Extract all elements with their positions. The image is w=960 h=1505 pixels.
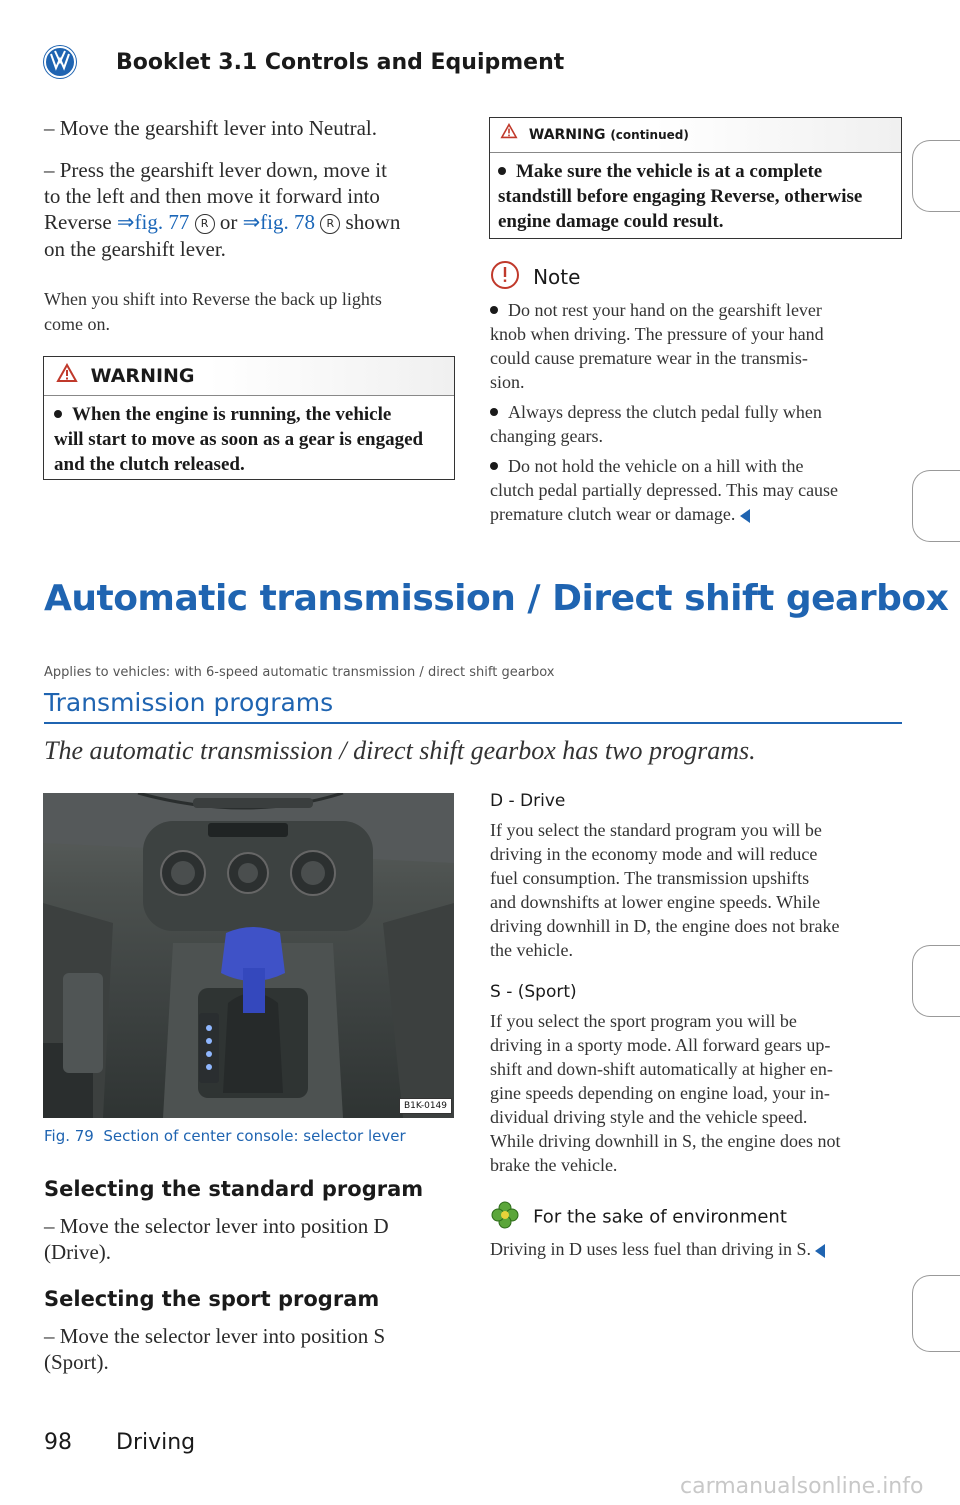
drive-heading: D - Drive (490, 791, 566, 811)
drive-text: If you select the standard program you will be driving in the economy mode and will reduce fuel consumption. The transmission upshifts and downshifts at lower engine speeds. While driving downhill in D, the engine does not brake the vehicle. (490, 820, 840, 960)
step-reverse-line1: – Press the gearshift lever down, move it (44, 158, 387, 182)
warning-right-line1: Make sure the vehicle is at a complete (498, 159, 893, 184)
page-number: 98 (44, 1430, 72, 1455)
warning-left-line1: When the engine is running, the vehicle (54, 402, 444, 427)
step-neutral: – Move the gearshift lever into Neutral. (44, 116, 377, 140)
section-main-heading: Automatic transmission / Direct shift gearbox (44, 578, 949, 619)
footer-section-title: Driving (116, 1430, 196, 1455)
environment-flower-icon (490, 1200, 520, 1234)
warning-header: WARNING (44, 357, 454, 396)
transmission-programs-heading: Transmission programs (44, 688, 334, 717)
note-heading: Note (490, 260, 580, 294)
header-title: Booklet 3.1 Controls and Equipment (116, 50, 565, 75)
sport-text: If you select the sport program you will be driving in a sporty mode. All forward gears up- shift and down-shift automatically at higher en- gine speeds depending on engine load, your in- dividual driving style and the vehicle speed. While driving downhill in S, the engine does not brake the vehicle. (490, 1011, 841, 1175)
selecting-sport-line2: (Sport). (44, 1350, 109, 1374)
edge-tab (912, 945, 960, 1017)
watermark: carmanualsonline.info (680, 1474, 924, 1499)
r-badge-icon: R (320, 214, 340, 234)
warning-box-left (43, 356, 455, 480)
sport-heading: S - (Sport) (490, 982, 577, 1002)
section-intro: The automatic transmission / direct shift gearbox has two programs. (44, 736, 756, 765)
edge-tab (912, 140, 960, 212)
note-bullet-3: Do not hold the vehicle on a hill with the clutch pedal partially depressed. This may cause premature clutch wear or damage. (490, 456, 839, 524)
warning-right-line2: standstill before engaging Reverse, otherwise (498, 186, 863, 207)
warning-right-line3: engine damage could result. (498, 211, 724, 232)
selecting-standard-line2: (Drive). (44, 1240, 112, 1264)
warning-left-line2: will start to move as soon as a gear is engaged (54, 429, 424, 450)
applies-to-text: Applies to vehicles: with 6-speed automatic transmission / direct shift gearbox (44, 665, 555, 680)
edge-tab (912, 470, 960, 542)
warning-triangle-icon (56, 358, 78, 396)
fig-77-link[interactable]: ⇒fig. 77 (116, 210, 190, 234)
selecting-sport-line1: – Move the selector lever into position S (44, 1324, 386, 1348)
environment-heading: For the sake of environment (490, 1200, 787, 1234)
note-bullet-1: Do not rest your hand on the gearshift lever knob when driving. The pressure of your hand could cause premature wear in the transmis- sion. (490, 300, 824, 392)
fig-78-link[interactable]: ⇒fig. 78 (242, 210, 316, 234)
environment-text: Driving in D uses less fuel than driving in S. (490, 1237, 825, 1262)
step-reverse-line3: Reverse ⇒fig. 77 R or ⇒fig. 78 R shown (44, 210, 401, 234)
warning-left-line3: and the clutch released. (54, 454, 245, 475)
subheading-rule (44, 722, 902, 724)
end-marker-icon (740, 509, 750, 523)
note-info-icon (490, 260, 520, 294)
figure-number: Fig. 79 (44, 1127, 94, 1145)
figure-code: B1K-0149 (399, 1098, 452, 1114)
figure-caption-text: Section of center console: selector lever (103, 1127, 406, 1145)
warning-triangle-icon (500, 118, 518, 152)
selecting-standard-heading: Selecting the standard program (44, 1177, 424, 1201)
warning-continued-header: WARNING (continued) (490, 118, 901, 153)
note-bullet-2: Always depress the clutch pedal fully when changing gears. (490, 402, 822, 446)
reverse-lights-note-2: come on. (44, 314, 110, 334)
selector-lever-photo (43, 793, 454, 1118)
step-reverse-line2: to the left and then move it forward into (44, 184, 380, 208)
step-reverse-line4: on the gearshift lever. (44, 237, 226, 261)
edge-tab (912, 1275, 960, 1352)
warning-box-right (489, 117, 902, 239)
figure-caption (44, 1127, 406, 1145)
selecting-sport-heading: Selecting the sport program (44, 1287, 380, 1311)
r-badge-icon: R (195, 214, 215, 234)
reverse-lights-note-1: When you shift into Reverse the back up lights (44, 289, 382, 309)
selecting-standard-line1: – Move the selector lever into position D (44, 1214, 389, 1238)
end-marker-icon (815, 1244, 825, 1258)
vw-logo-icon (43, 45, 77, 79)
